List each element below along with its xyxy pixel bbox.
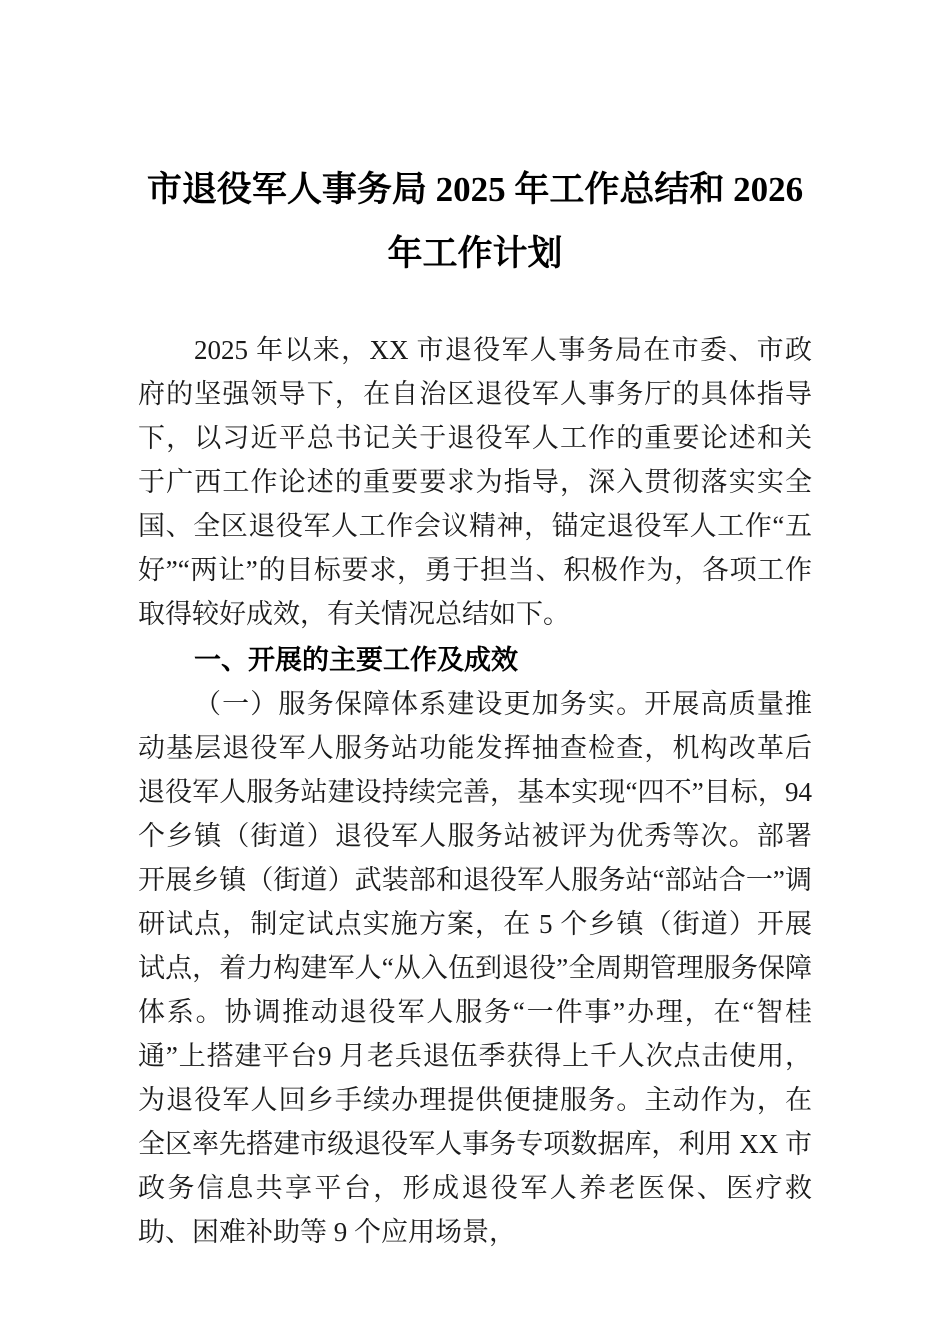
document-content-column <box>138 0 812 1254</box>
document-title-line-2: 年工作计划 <box>387 234 563 273</box>
document-body <box>138 328 812 1254</box>
section-heading-1: 一、开展的主要工作及成效 <box>194 645 518 675</box>
intro-paragraph: 2025 年以来，XX 市退役军人事务局在市委、市政府的坚强领导下，在自治区退役军人事务厅的具体指导下，以习近平总书记关于退役军人工作的重要论述和关于广西工作论述的重要要求为指导，深入贯彻落实实全国、全区退役军人工作会议精神，锚定退役军人工作“五好”“两让”的目标要求，勇于担当、积极作为，各项工作取得较好成效，有关情况总结如下。 <box>138 335 812 629</box>
document-title-line-1: 市退役军人事务局 2025 年工作总结和 2026 <box>146 170 804 209</box>
document-title <box>138 0 812 286</box>
subsection-paragraph-1: （一）服务保障体系建设更加务实。开展高质量推动基层退役军人服务站功能发挥抽查检查，机构改革后退役军人服务站建设持续完善，基本实现“四不”目标，94 个乡镇（街道）退役军人服务站被评为优秀等次。部署开展乡镇（街道）武装部和退役军人服务站“部站合一”调研试点，制定试点实施方案，在 5 个乡镇（街道）开展试点，着力构建军人“从入伍到退役”全周期管理服务保障体系。协调推动退役军人服务“一件事”办理，在“智桂通”上搭建平台9 月老兵退伍季获得上千人次点击使用，为退役军人回乡手续办理提供便捷服务。主动作为，在全区率先搭建市级退役军人事务专项数据库，利用 XX 市政务信息共享平台，形成退役军人养老医保、医疗救助、困难补助等 9 个应用场景， <box>138 689 812 1247</box>
